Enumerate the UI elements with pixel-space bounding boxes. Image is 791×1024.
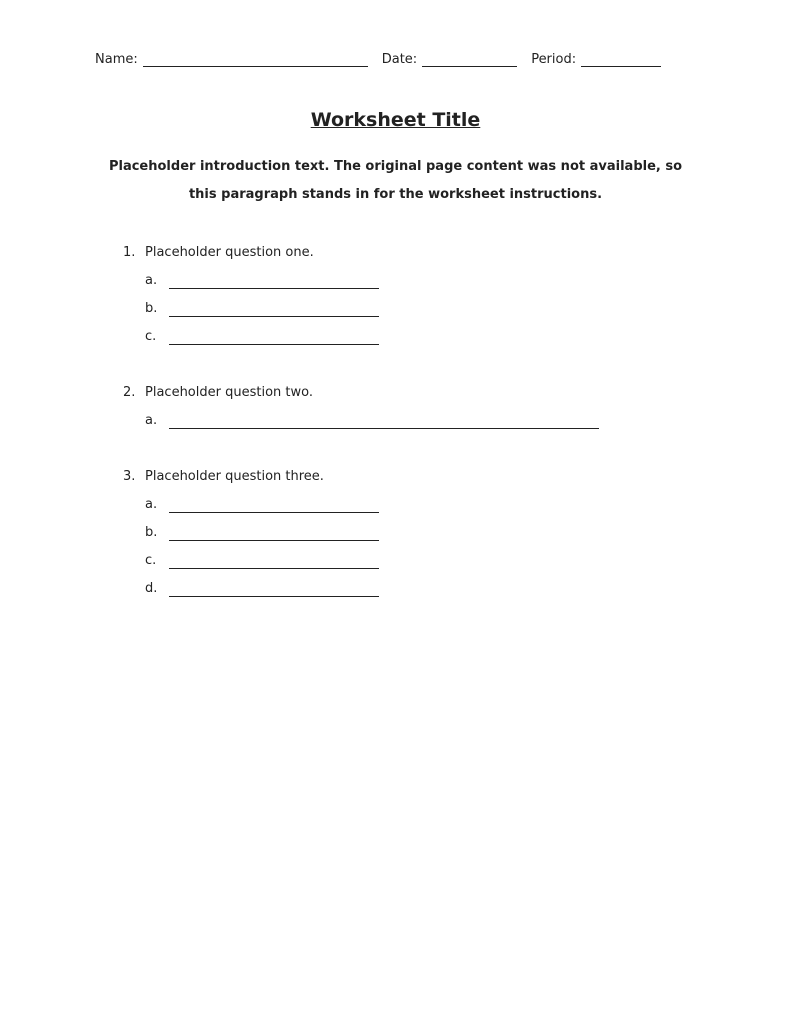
question-text: Placeholder question two. — [145, 385, 313, 400]
question-text: Placeholder question one. — [145, 245, 314, 260]
question-number: 2. — [123, 385, 136, 400]
question-3 — [123, 463, 696, 603]
answer-letter: a. — [145, 497, 158, 512]
answer-item — [145, 547, 696, 575]
question-1 — [123, 239, 696, 351]
intro-paragraph: Placeholder introduction text. The original page content was not available, so this paragraph stands in for the worksheet instructions. — [108, 159, 683, 202]
answer-item — [145, 267, 696, 295]
answer-letter: c. — [145, 553, 157, 568]
answer-blank[interactable] — [169, 496, 379, 513]
name-field — [95, 52, 368, 67]
date-label: Date: — [381, 52, 418, 67]
answer-letter: a. — [145, 413, 158, 428]
answer-blank[interactable] — [169, 524, 379, 541]
answer-item — [145, 519, 696, 547]
answer-item — [145, 407, 696, 435]
answer-blank[interactable] — [169, 300, 379, 317]
worksheet-title: Worksheet Title — [310, 109, 481, 131]
question-number: 3. — [123, 469, 136, 484]
answer-blank[interactable] — [169, 580, 379, 597]
name-blank[interactable] — [143, 53, 368, 67]
answer-item — [145, 323, 696, 351]
answer-letter: a. — [145, 273, 158, 288]
question-line — [123, 463, 696, 491]
answer-item — [145, 575, 696, 603]
answer-item — [145, 295, 696, 323]
answer-blank[interactable] — [169, 552, 379, 569]
answer-list — [145, 407, 696, 435]
answer-item — [145, 491, 696, 519]
period-blank[interactable] — [581, 53, 661, 67]
period-field — [531, 52, 661, 67]
answer-blank[interactable] — [169, 412, 599, 429]
question-line — [123, 379, 696, 407]
answer-blank[interactable] — [169, 272, 379, 289]
period-label: Period: — [531, 52, 577, 67]
question-text: Placeholder question three. — [145, 469, 324, 484]
answer-letter: b. — [145, 301, 158, 316]
question-number: 1. — [123, 245, 136, 260]
name-label: Name: — [95, 52, 138, 67]
answer-list — [145, 267, 696, 351]
answer-letter: d. — [145, 581, 158, 596]
date-blank[interactable] — [422, 53, 517, 67]
date-field — [382, 52, 517, 67]
answer-letter: c. — [145, 329, 157, 344]
answer-blank[interactable] — [169, 328, 379, 345]
answer-list — [145, 491, 696, 603]
student-info-header — [95, 52, 696, 67]
answer-letter: b. — [145, 525, 158, 540]
question-2 — [123, 379, 696, 435]
question-line — [123, 239, 696, 267]
question-list — [123, 239, 696, 603]
